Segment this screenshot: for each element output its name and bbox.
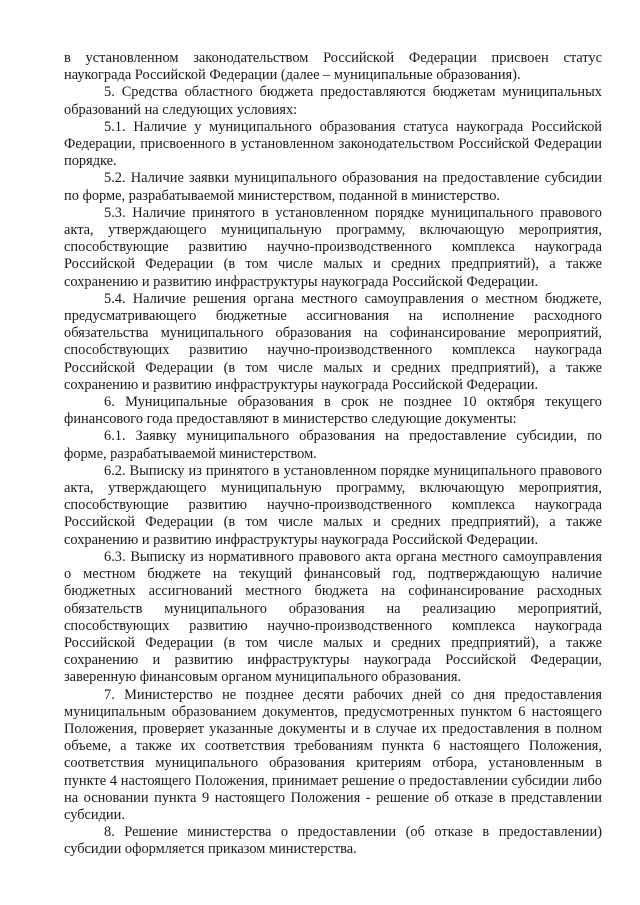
paragraph-item-6-1: 6.1. Заявку муниципального образования на предоставление субсидии, по форме, разрабатываемой министерством. bbox=[64, 428, 602, 462]
paragraph-item-7: 7. Министерство не позднее десяти рабочих дней со дня предоставления муниципальным образованием документов, предусмотренных пунктом 6 настоящего Положения, проверяет указанные документы и в случае их предоставления в полном объеме, а также их соответствия требованиям пункта 6 настоящего Положения, соответствия муниципального образования критериям отбора, установленным в пункте 4 настоящего Положения, принимает решение о предоставлении субсидии либо на основании пункта 9 настоящего Положения - решение об отказе в представлении субсидии. bbox=[64, 686, 602, 823]
paragraph-continuation: в установленном законодательством Российской Федерации присвоен статус наукограда Российской Федерации (далее – муниципальные образования). bbox=[64, 50, 602, 84]
paragraph-item-5-4: 5.4. Наличие решения органа местного самоуправления о местном бюджете, предусматривающего бюджетные ассигнования на исполнение расходного обязательства муниципального образования на софинансирование мероприятий, способствующих развитию научно-производственного комплекса наукограда Российской Федерации (в том числе малых и средних предприятий), а также сохранению и развитию инфраструктуры наукограда Российской Федерации. bbox=[64, 290, 602, 393]
paragraph-item-5-3: 5.3. Наличие принятого в установленном порядке муниципального правового акта, утверждающего муниципальную программу, включающую мероприятия, способствующие развитию научно-производственного комплекса наукограда Российской Федерации (в том числе малых и средних предприятий), а также сохранению и развитию инфраструктуры наукограда Российской Федерации. bbox=[64, 204, 602, 290]
paragraph-item-5-1: 5.1. Наличие у муниципального образования статуса наукограда Российской Федерации, присвоенного в установленном законодательством Российской Федерации порядке. bbox=[64, 118, 602, 170]
paragraph-item-6-3: 6.3. Выписку из нормативного правового акта органа местного самоуправления о местном бюджете на текущий финансовый год, подтверждающую наличие бюджетных ассигнований местного бюджета на софинансирование расходных обязательств муниципального образования на реализацию мероприятий, способствующих развитию научно-производственного комплекса наукограда Российской Федерации (в том числе малых и средних предприятий), а также сохранению и развитию инфраструктуры наукограда Российской Федерации, заверенную финансовым органом муниципального образования. bbox=[64, 548, 602, 686]
paragraph-item-6-2: 6.2. Выписку из принятого в установленном порядке муниципального правового акта, утверждающего муниципальную программу, включающую мероприятия, способствующие развитию научно-производственного комплекса наукограда Российской Федерации (в том числе малых и средних предприятий), а также сохранению и развитию инфраструктуры наукограда Российской Федерации. bbox=[64, 462, 602, 548]
paragraph-item-5-2: 5.2. Наличие заявки муниципального образования на предоставление субсидии по форме, разрабатываемой министерством, поданной в министерство. bbox=[64, 170, 602, 204]
paragraph-item-5: 5. Средства областного бюджета предоставляются бюджетам муниципальных образований на следующих условиях: bbox=[64, 84, 602, 118]
paragraph-item-6: 6. Муниципальные образования в срок не позднее 10 октября текущего финансового года предоставляют в министерство следующие документы: bbox=[64, 394, 602, 428]
document-page bbox=[64, 50, 602, 859]
paragraph-item-8: 8. Решение министерства о предоставлении (об отказе в предоставлении) субсидии оформляется приказом министерства. bbox=[64, 824, 602, 858]
